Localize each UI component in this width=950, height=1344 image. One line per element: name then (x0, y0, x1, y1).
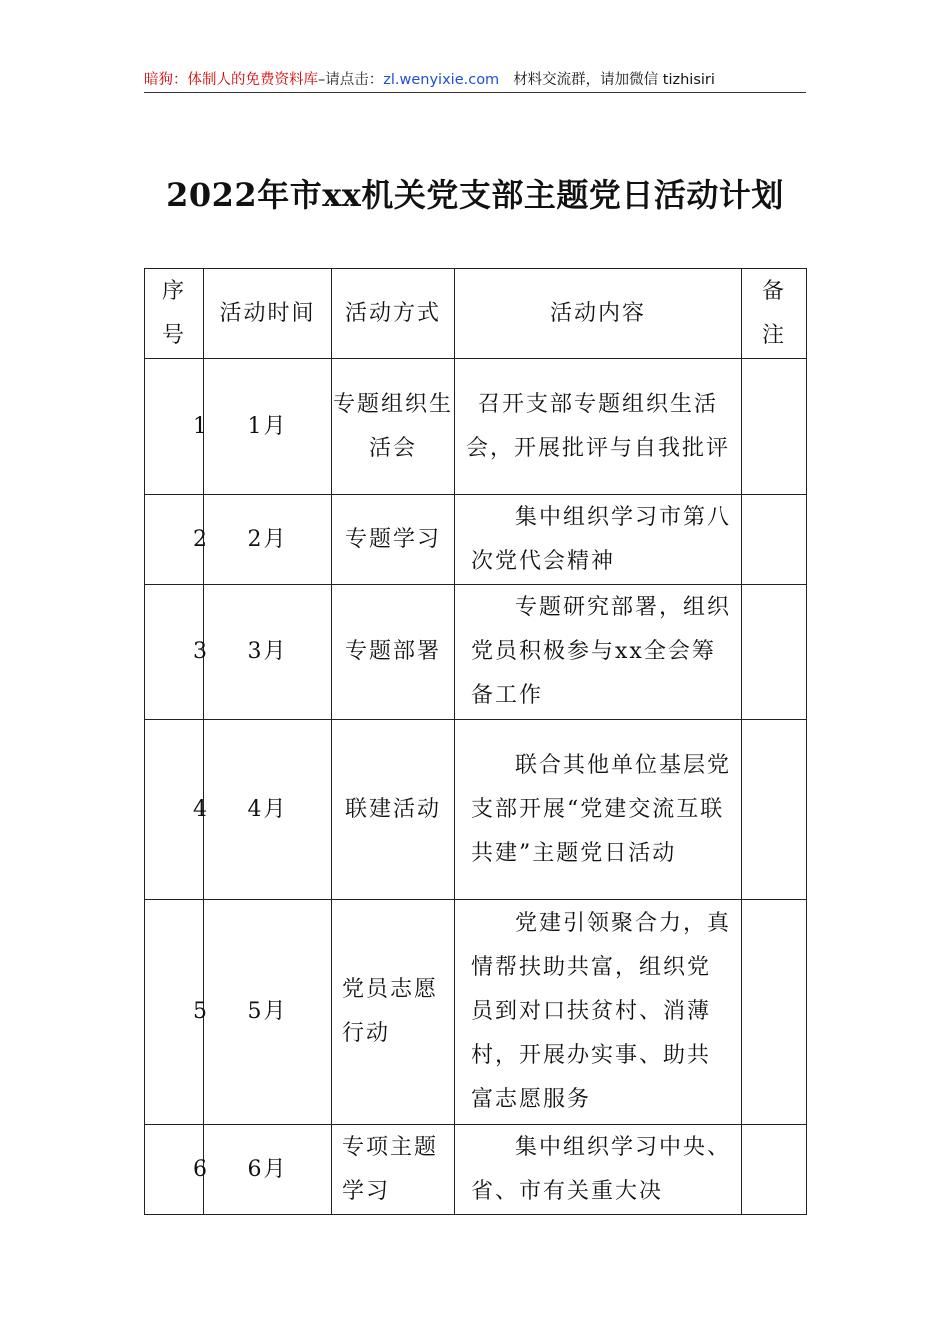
source-label: 暗狗：体制人的免费资料库 (144, 72, 318, 88)
row-time: 1月 (204, 359, 332, 495)
header-note: 备注 (742, 269, 807, 359)
wechat-note: 材料交流群，请加微信 tizhisiri (513, 72, 715, 88)
table-row (145, 900, 807, 1125)
header-content: 活动内容 (455, 269, 742, 359)
table-row (145, 585, 807, 720)
row-mode: 专题部署 (332, 585, 455, 720)
row-seq: 6 (145, 1125, 204, 1215)
row-mode: 专项主题学习 (332, 1125, 455, 1215)
row-mode: 专题学习 (332, 495, 455, 585)
row-seq: 4 (145, 720, 204, 900)
table-row (145, 495, 807, 585)
table-row (145, 1125, 807, 1215)
row-content: 联合其他单位基层党支部开展“党建交流互联共建”主题党日活动 (455, 720, 742, 900)
row-time: 3月 (204, 585, 332, 720)
row-note (742, 585, 807, 720)
row-note (742, 359, 807, 495)
document-title: 2022年市xx机关党支部主题党日活动计划 (166, 176, 784, 214)
row-time: 4月 (204, 720, 332, 900)
row-content: 集中组织学习中央、省、市有关重大决 (455, 1125, 742, 1215)
row-seq: 3 (145, 585, 204, 720)
row-content: 召开支部专题组织生活会，开展批评与自我批评 (455, 359, 742, 495)
header-seq: 序号 (145, 269, 204, 359)
source-link[interactable]: zl.wenyixie.com (383, 72, 500, 88)
activity-plan-table (144, 268, 807, 1215)
row-time: 5月 (204, 900, 332, 1125)
row-mode: 专题组织生活会 (332, 359, 455, 495)
row-content: 集中组织学习市第八次党代会精神 (455, 495, 742, 585)
row-mode: 党员志愿行动 (332, 900, 455, 1125)
row-time: 6月 (204, 1125, 332, 1215)
header-divider (144, 92, 806, 93)
row-note (742, 900, 807, 1125)
table-row (145, 359, 807, 495)
row-seq: 1 (145, 359, 204, 495)
row-time: 2月 (204, 495, 332, 585)
row-note (742, 495, 807, 585)
click-label: –请点击： (318, 72, 384, 88)
row-content: 专题研究部署，组织党员积极参与xx全会筹备工作 (455, 585, 742, 720)
row-mode: 联建活动 (332, 720, 455, 900)
page-header (144, 68, 806, 94)
header-time: 活动时间 (204, 269, 332, 359)
row-note (742, 720, 807, 900)
row-content: 党建引领聚合力，真情帮扶助共富，组织党员到对口扶贫村、消薄村，开展办实事、助共富志愿服务 (455, 900, 742, 1125)
header-mode: 活动方式 (332, 269, 455, 359)
table-header-row (145, 269, 807, 359)
row-seq: 2 (145, 495, 204, 585)
row-seq: 5 (145, 900, 204, 1125)
row-note (742, 1125, 807, 1215)
table-row (145, 720, 807, 900)
